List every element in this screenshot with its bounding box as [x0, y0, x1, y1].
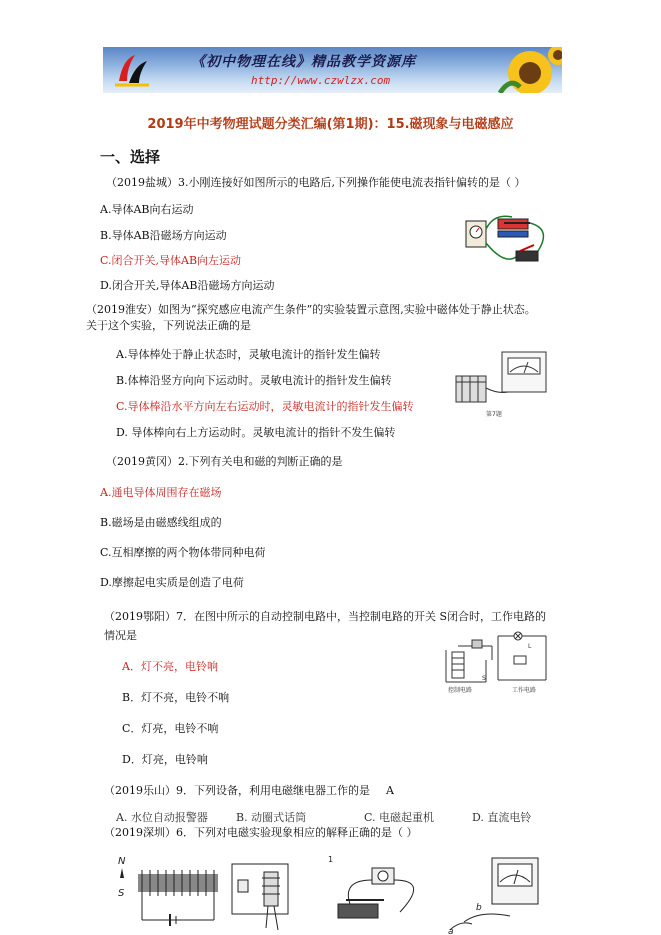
- q6-experiment-figures: [110, 850, 550, 935]
- document-title: 2019年中考物理试题分类汇编(第1期)：15.磁现象与电磁感应: [147, 117, 514, 132]
- q6-b-label: b: [476, 903, 482, 913]
- q4-work-label: 工作电路: [512, 687, 537, 694]
- q1-stem: （2019盐城）3.小刚连接好如图所示的电路后,下列操作能使电流表指针偏转的是（ ）: [106, 176, 526, 189]
- q2-option-c: C.导体棒沿水平方向左右运动时，灵敏电流计的指针发生偏转: [116, 400, 414, 413]
- q4-relay-circuit-figure: [442, 630, 550, 698]
- q6-a-label: a: [448, 927, 454, 935]
- q1-circuit-figure: [460, 199, 554, 269]
- q6-figure-number: 1: [328, 855, 334, 864]
- q2-option-d: D. 导体棒向右上方运动时。灵敏电流计的指针不发生偏转: [116, 426, 396, 439]
- q4-option-a: A．灯不亮，电铃响: [122, 660, 218, 673]
- q1-option-b: B.导体AB沿磁场方向运动: [100, 229, 227, 242]
- q6-s-label: S: [118, 888, 125, 899]
- q2-figure-caption: 第7题: [486, 411, 502, 418]
- q1-option-c: C.闭合开关,导体AB向左运动: [100, 254, 242, 267]
- q4-option-b: B．灯不亮，电铃不响: [122, 691, 230, 704]
- q4-option-d: D．灯亮，电铃响: [122, 753, 208, 766]
- q1-option-a: A.导体AB向右运动: [100, 203, 194, 216]
- q5-option-b: B. 动圈式话筒: [236, 811, 307, 824]
- q5-option-c: C. 电磁起重机: [364, 811, 435, 824]
- q3-stem: （2019黄冈）2.下列有关电和磁的判断正确的是: [106, 455, 343, 468]
- q2-option-b: B.体棒沿竖方向向下运动时。灵敏电流计的指针发生偏转: [116, 374, 392, 387]
- q5-option-a: A. 水位自动报警器: [116, 811, 208, 824]
- q4-option-c: C．灯亮，电铃不响: [122, 722, 219, 735]
- q4-stem-line2: 情况是: [104, 629, 137, 642]
- q5-option-d: D. 直流电铃: [472, 811, 532, 824]
- q4-stem-line1: （2019鄂阳）7．在图中所示的自动控制电路中，当控制电路的开关 S闭合时，工作电路的: [104, 610, 547, 623]
- q3-option-d: D.摩擦起电实质是创造了电荷: [100, 576, 244, 589]
- q4-control-label: 控制电路: [448, 687, 473, 694]
- q2-apparatus-figure: [452, 348, 550, 420]
- sunflower-image: [480, 47, 562, 93]
- q4-lamp-label: L: [528, 643, 532, 650]
- q1-option-d: D.闭合开关,导体AB沿磁场方向运动: [100, 279, 275, 292]
- site-logo-icon: [113, 51, 151, 89]
- q4-switch-label: S: [482, 675, 486, 682]
- q3-option-c: C.互相摩擦的两个物体带同种电荷: [100, 546, 266, 559]
- q2-stem-line2: 关于这个实验，下列说法正确的是: [86, 319, 251, 332]
- q6-n-label: N: [118, 856, 126, 867]
- header-banner: [103, 47, 562, 93]
- q6-stem: （2019深圳）6．下列对电磁实验现象相应的解释正确的是（ ）: [104, 826, 418, 839]
- q2-option-a: A.导体棒处于静止状态时，灵敏电流计的指针发生偏转: [116, 348, 381, 361]
- banner-url: http://www.czwlzx.com: [251, 74, 391, 87]
- q3-option-a: A.通电导体周围存在磁场: [100, 486, 222, 499]
- q5-stem: [104, 784, 394, 798]
- q2-stem-line1: （2019淮安）如图为“探究感应电流产生条件”的实验装置示意图,实验中磁体处于静止状态。: [86, 303, 536, 316]
- q5-stem-text: （2019乐山）9．下列设备，利用电磁继电器工作的是: [104, 784, 370, 797]
- q5-answer: A: [386, 784, 394, 797]
- section-heading: 一、选择: [100, 148, 161, 166]
- q3-option-b: B.磁场是由磁感线组成的: [100, 516, 222, 529]
- banner-title: 《初中物理在线》精品教学资源库: [191, 54, 416, 70]
